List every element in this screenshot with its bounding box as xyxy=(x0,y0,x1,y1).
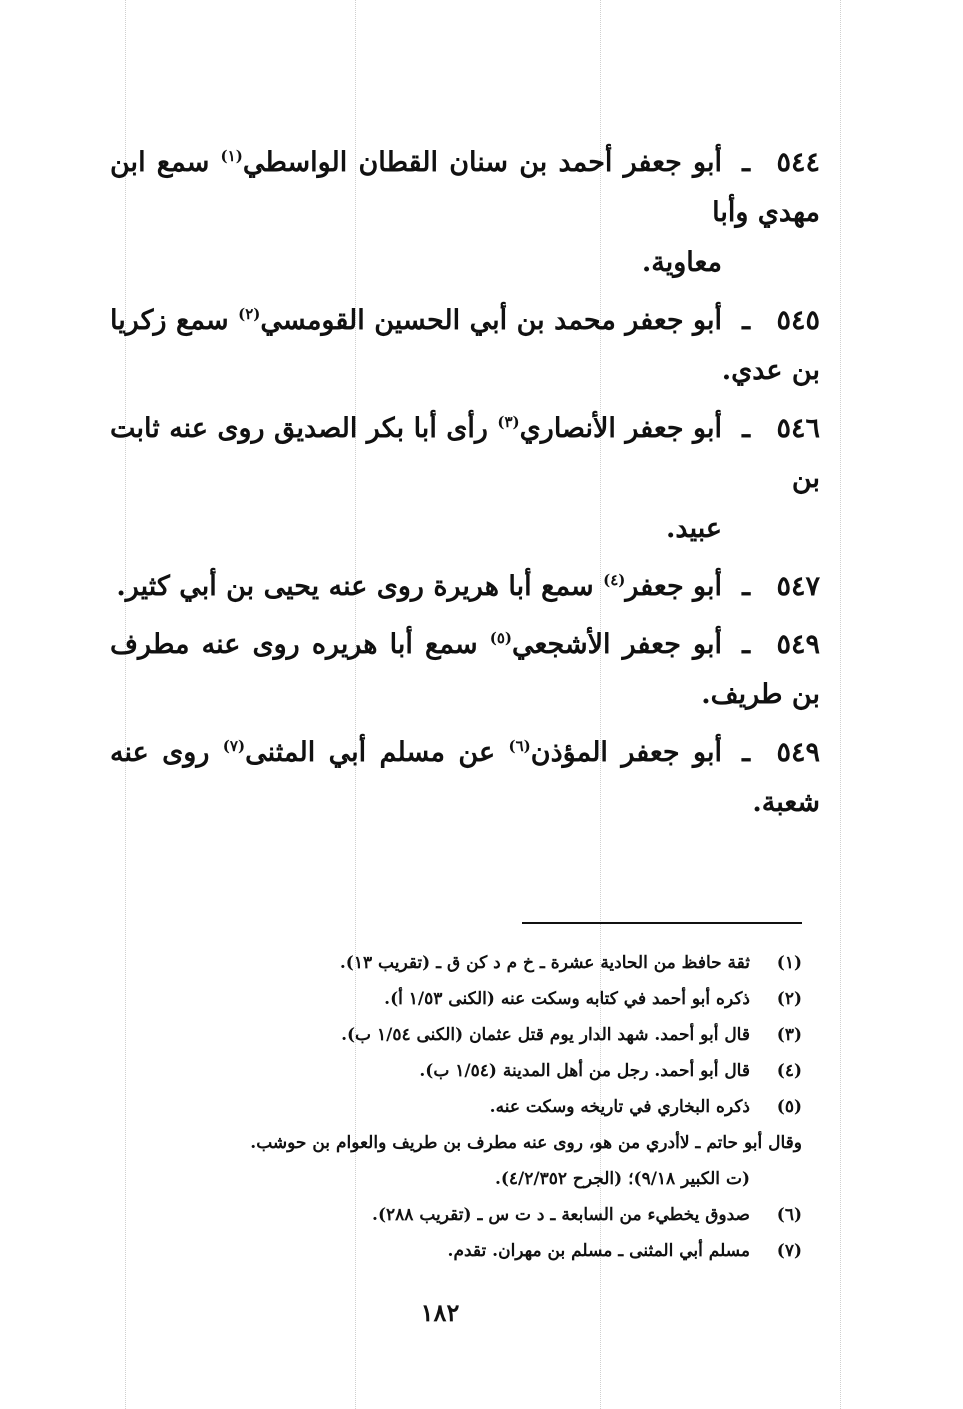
footnote-number: (٤) xyxy=(776,1061,802,1081)
footnote-2: (٢)ذكره أبو أحمد في كتابه وسكت عنه (الكنى ١/٥٣ أ). xyxy=(120,981,802,1017)
entry-text: سمع زكريا بن عدي. xyxy=(110,305,820,386)
entry-text: سمع أبا هريرة روى عنه يحيى بن أبي كثير. xyxy=(116,571,604,602)
entry-545: ٥٤٥ـأبو جعفر محمد بن أبي الحسين القومسي$^{(٢)}$ سمع زكريا بن عدي. xyxy=(110,296,820,396)
entry-number: ٥٤٦ xyxy=(776,413,820,444)
entry-549b: ٥٤٩ـأبو جعفر المؤذن$^{(٦)}$ عن مسلم أبي المثنى$^{(٧)}$ روى عنه شعبة. xyxy=(110,728,820,828)
entry-text: رأى أبا بكر الصديق روى عنه ثابت بن xyxy=(110,413,820,494)
entry-number: ٥٤٩ xyxy=(776,737,820,768)
footnote-7: (٧)مسلم أبي المثنى ـ مسلم بن مهران. تقدم. xyxy=(120,1233,802,1269)
entry-547: ٥٤٧ـأبو جعفر$^{(٤)}$ سمع أبا هريرة روى عنه يحيى بن أبي كثير. xyxy=(110,562,820,612)
entry-546: ٥٤٦ـأبو جعفر الأنصاري$^{(٣)}$ رأى أبا بكر الصديق روى عنه ثابت بن عبيد. xyxy=(110,404,820,554)
scan-guide-line xyxy=(840,0,841,1409)
entry-continuation: عبيد. xyxy=(666,513,722,544)
entry-544: ٥٤٤ـأبو جعفر أحمد بن سنان القطان الواسطي$^{(١)}$ سمع ابن مهدي وأبا معاوية. xyxy=(110,138,820,288)
entry-549a: ٥٤٩ـأبو جعفر الأشجعي$^{(٥)}$ سمع أبا هريره روى عنه مطرف بن طريف. xyxy=(110,620,820,720)
footnote-3: (٣)قال أبو أحمد. شهد الدار يوم قتل عثمان (الكنى ١/٥٤ ب). xyxy=(120,1017,802,1053)
footnote-ref: (٣) xyxy=(497,413,520,431)
footnote-number: (٣) xyxy=(776,1025,802,1045)
entry-number: ٥٤٩ xyxy=(776,629,820,660)
footnote-4: (٤)قال أبو أحمد. رجل من أهل المدينة (١/٥٤ ب). xyxy=(120,1053,802,1089)
entry-number: ٥٤٥ xyxy=(776,305,820,336)
footnote-5: (٥)ذكره البخاري في تاريخه وسكت عنه. xyxy=(120,1089,802,1125)
footnote-5-continuation: وقال أبو حاتم ـ لاأدري من هو، روى عنه مطرف بن طريف والعوام بن حوشب. xyxy=(250,1133,802,1153)
entry-text: سمع أبا هريره روى عنه مطرف بن طريف. xyxy=(110,629,820,710)
entries-list xyxy=(110,138,820,828)
entry-text: أبو جعفر محمد بن أبي الحسين القومسي xyxy=(260,305,722,336)
entry-text: أبو جعفر xyxy=(625,571,722,602)
footnote-1: (١)ثقة حافظ من الحادية عشرة ـ خ م د كن ق ـ (تقريب ١٣). xyxy=(120,945,802,981)
entry-text: أبو جعفر المؤذن xyxy=(530,737,722,768)
entry-text: أبو جعفر أحمد بن سنان القطان الواسطي xyxy=(242,147,722,178)
footnote-ref: (١) xyxy=(220,147,243,165)
entry-text: سمع ابن مهدي وأبا xyxy=(110,147,820,228)
footnote-number: (١) xyxy=(776,953,802,973)
footnote-number: (٦) xyxy=(776,1205,802,1225)
footnotes xyxy=(120,945,802,1269)
entry-text: أبو جعفر الأشجعي xyxy=(512,629,722,660)
footnote-ref: (٢) xyxy=(238,305,261,323)
footnote-separator xyxy=(522,922,802,924)
entry-number: ٥٤٤ xyxy=(776,147,820,178)
page-number: ١٨٢ xyxy=(420,1298,460,1327)
footnote-ref: (٦) xyxy=(508,737,531,755)
entry-number: ٥٤٧ xyxy=(776,571,820,602)
entry-text: أبو جعفر الأنصاري xyxy=(519,413,722,444)
footnote-number: (٧) xyxy=(776,1241,802,1261)
footnote-6: (٦)صدوق يخطيء من السابعة ـ د ت س ـ (تقريب ٢٨٨). xyxy=(120,1197,802,1233)
footnote-ref: (٥) xyxy=(489,629,513,647)
footnote-5-continuation: (ت الكبير ٩/١٨)؛ (الجرح ٤/٢/٣٥٢). xyxy=(494,1169,750,1189)
entry-text: روى عنه شعبة. xyxy=(110,737,820,818)
footnote-ref: (٧) xyxy=(222,737,246,755)
footnote-number: (٢) xyxy=(776,989,802,1009)
entry-continuation: معاوية. xyxy=(641,247,722,278)
footnote-ref: (٤) xyxy=(603,571,626,589)
footnote-number: (٥) xyxy=(776,1097,802,1117)
entry-text: عن مسلم أبي المثنى xyxy=(245,737,509,768)
